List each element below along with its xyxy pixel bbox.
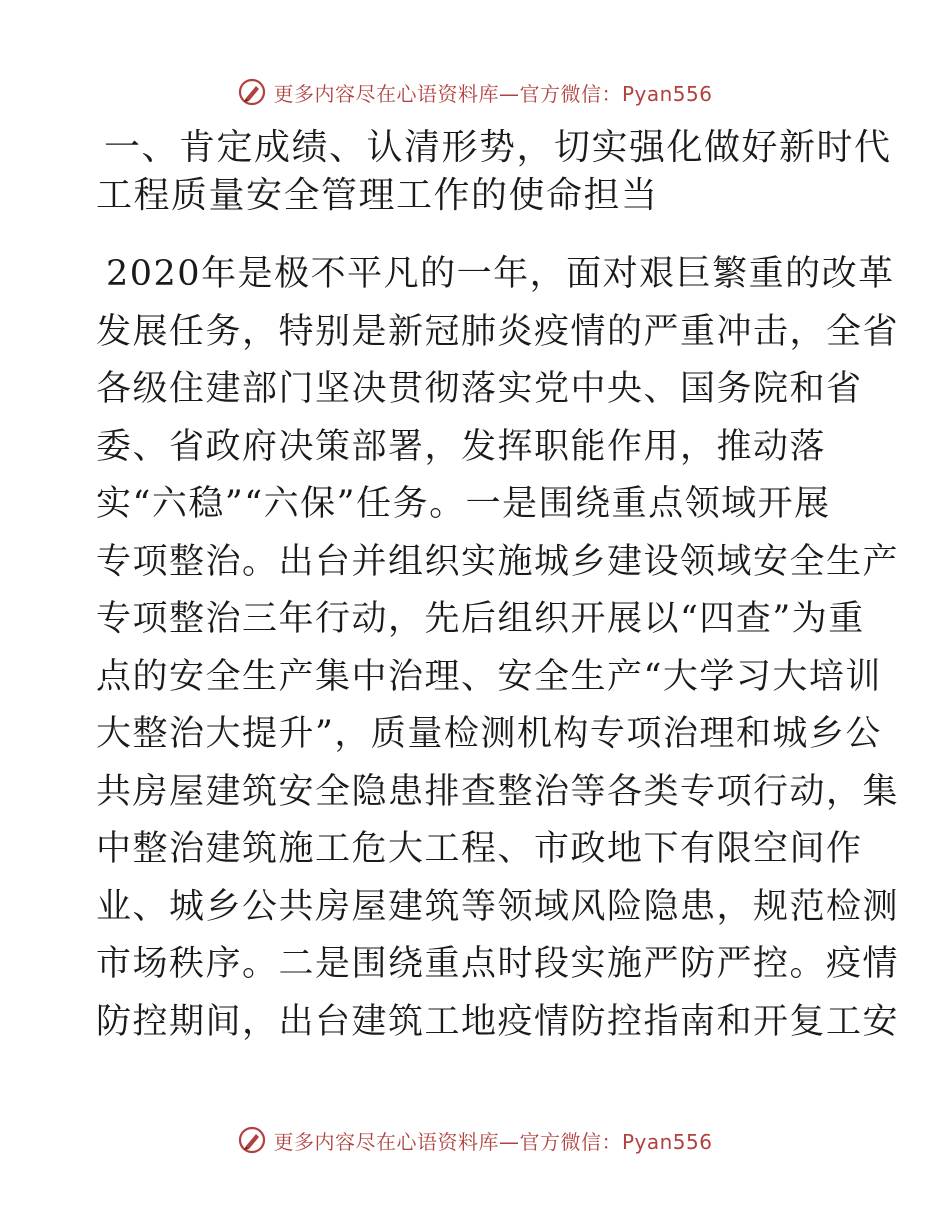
section-heading-line-1: 一、肯定成绩、认清形势，切实强化做好新时代 [104,127,892,168]
footer-watermark [0,1120,950,1160]
paragraph-line: 防控期间，出台建筑工地疫情防控指南和开复工安 [96,1001,900,1042]
section-heading-line-2: 工程质量安全管理工作的使命担当 [96,175,659,216]
paragraph-line: 专项整治。出台并组织实施城乡建设领域安全生产 [96,541,900,582]
document-body [96,124,900,1051]
red-pen-logo-icon [237,1125,267,1155]
paragraph-line: 专项整治三年行动，先后组织开展以“四查”为重 [96,599,865,639]
paragraph-line: 中整治建筑施工危大工程、市政地下有限空间作 [96,829,863,869]
paragraph-line: 共房屋建筑安全隐患排查整治等各类专项行动，集 [96,771,900,812]
paragraph-line: 点的安全生产集中治理、安全生产“大学习大培训 [96,656,882,697]
paragraph-line: 委、省政府决策部署，发挥职能作用，推动落 [96,426,827,467]
header-watermark [0,72,950,112]
paragraph-line: 各级住建部门坚决贯彻落实党中央、国务院和省 [96,369,863,409]
watermark-text: 更多内容尽在心语资料库—官方微信：Pyan556 [273,81,713,106]
paragraph-line: 市场秩序。二是围绕重点时段实施严防严控。疫情 [96,944,900,984]
paragraph-line: 大整治大提升”，质量检测机构专项治理和城乡公 [96,714,882,754]
paragraph-line: 2020年是极不平凡的一年，面对艰巨繁重的改革 [106,254,895,294]
watermark-text: 更多内容尽在心语资料库—官方微信：Pyan556 [273,1129,713,1154]
paragraph-line: 实“六稳”“六保”任务。一是围绕重点领域开展 [96,484,831,524]
red-pen-logo-icon [237,77,267,107]
paragraph-line: 业、城乡公共房屋建筑等领域风险隐患，规范检测 [96,886,900,927]
paragraph-line: 发展任务，特别是新冠肺炎疫情的严重冲击，全省 [96,311,900,352]
